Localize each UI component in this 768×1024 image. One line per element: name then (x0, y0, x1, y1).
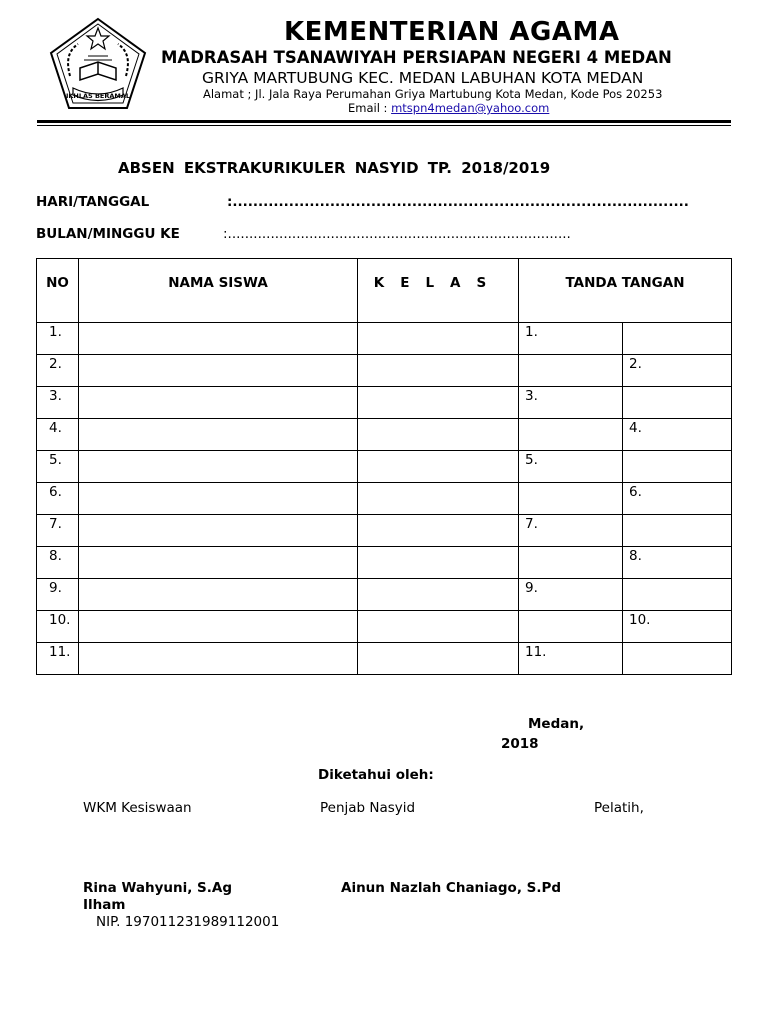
cell-kelas (358, 643, 519, 675)
cell-signature-left: 11. (519, 643, 623, 675)
row-number: 8. (37, 547, 79, 579)
cell-signature-right: 8. (623, 547, 732, 579)
known-by-label: Diketahui oleh: (318, 767, 434, 783)
year-label: 2018 (501, 736, 539, 752)
table-row (37, 547, 732, 579)
cell-nama-siswa (79, 611, 358, 643)
cell-kelas (358, 579, 519, 611)
signer-name-2: Ainun Nazlah Chaniago, S.Pd (341, 880, 562, 896)
cell-nama-siswa (79, 483, 358, 515)
row-number: 2. (37, 355, 79, 387)
row-number: 6. (37, 483, 79, 515)
cell-nama-siswa (79, 579, 358, 611)
cell-nama-siswa (79, 323, 358, 355)
cell-signature-left (519, 355, 623, 387)
cell-kelas (358, 451, 519, 483)
email-link[interactable]: mtspn4medan@yahoo.com (391, 101, 550, 115)
field-bulan-label: BULAN/MINGGU KE (36, 226, 180, 242)
header-rule (37, 120, 731, 123)
table-row (37, 643, 732, 675)
row-number: 9. (37, 579, 79, 611)
cell-kelas (358, 483, 519, 515)
cell-nama-siswa (79, 547, 358, 579)
cell-nama-siswa (79, 355, 358, 387)
school-name: MADRASAH TSANAWIYAH PERSIAPAN NEGERI 4 MEDAN (161, 48, 672, 67)
cell-nama-siswa (79, 515, 358, 547)
table-row (37, 579, 732, 611)
cell-signature-left (519, 419, 623, 451)
cell-nama-siswa (79, 643, 358, 675)
field-bulan-value: :................................................................................ (223, 226, 571, 242)
header-kelas: KELAS (358, 259, 519, 323)
role-penjab-nasyid: Penjab Nasyid (320, 800, 416, 816)
cell-signature-left: 3. (519, 387, 623, 419)
cell-nama-siswa (79, 451, 358, 483)
cell-signature-left: 9. (519, 579, 623, 611)
field-hari-label: HARI/TANGGAL (36, 194, 150, 210)
document-title: ABSEN EKSTRAKURIKULER NASYID TP. 2018/2019 (118, 159, 551, 177)
signer-nip-1: NIP. 197011231989112001 (96, 914, 280, 930)
row-number: 7. (37, 515, 79, 547)
cell-signature-right (623, 579, 732, 611)
table-row (37, 355, 732, 387)
ministry-title: KEMENTERIAN AGAMA (284, 17, 620, 47)
header-tanda-tangan: TANDA TANGAN (519, 259, 732, 323)
cell-signature-left: 1. (519, 323, 623, 355)
cell-signature-right: 4. (623, 419, 732, 451)
signer-name-1: Rina Wahyuni, S.Ag (83, 880, 233, 896)
table-row (37, 483, 732, 515)
cell-kelas (358, 547, 519, 579)
role-pelatih: Pelatih, (594, 800, 644, 816)
row-number: 11. (37, 643, 79, 675)
cell-signature-right (623, 643, 732, 675)
field-hari-value: :......................................................................................... (227, 194, 689, 210)
cell-signature-right: 2. (623, 355, 732, 387)
ministry-logo (48, 16, 148, 116)
row-number: 1. (37, 323, 79, 355)
cell-nama-siswa (79, 419, 358, 451)
attendance-table (36, 258, 732, 675)
header-rule-thin (37, 125, 731, 126)
place-label: Medan, (528, 716, 585, 732)
row-number: 4. (37, 419, 79, 451)
cell-nama-siswa (79, 387, 358, 419)
row-number: 5. (37, 451, 79, 483)
cell-signature-left (519, 547, 623, 579)
cell-signature-right (623, 387, 732, 419)
cell-signature-right (623, 323, 732, 355)
role-wkm-kesiswaan: WKM Kesiswaan (83, 800, 192, 816)
table-row (37, 419, 732, 451)
school-address: Alamat ; Jl. Jala Raya Perumahan Griya Martubung Kota Medan, Kode Pos 20253 (203, 87, 663, 101)
cell-kelas (358, 323, 519, 355)
table-row (37, 387, 732, 419)
table-header-row (37, 259, 732, 323)
cell-signature-right: 10. (623, 611, 732, 643)
cell-signature-left (519, 483, 623, 515)
cell-signature-left (519, 611, 623, 643)
email-label: Email : (348, 101, 388, 115)
row-number: 10. (37, 611, 79, 643)
email-line (348, 101, 549, 115)
signer-name-3: Ilham (83, 897, 126, 913)
cell-kelas (358, 355, 519, 387)
cell-signature-right (623, 515, 732, 547)
header-no: NO (37, 259, 79, 323)
school-area: GRIYA MARTUBUNG KEC. MEDAN LABUHAN KOTA MEDAN (202, 69, 644, 87)
table-row (37, 451, 732, 483)
cell-signature-left: 5. (519, 451, 623, 483)
cell-kelas (358, 419, 519, 451)
cell-signature-left: 7. (519, 515, 623, 547)
table-row (37, 515, 732, 547)
cell-signature-right (623, 451, 732, 483)
cell-signature-right: 6. (623, 483, 732, 515)
table-row (37, 323, 732, 355)
cell-kelas (358, 611, 519, 643)
header-nama-siswa: NAMA SISWA (79, 259, 358, 323)
row-number: 3. (37, 387, 79, 419)
table-row (37, 611, 732, 643)
logo-motto: IKHLAS BERAMAL (65, 92, 131, 100)
cell-kelas (358, 387, 519, 419)
cell-kelas (358, 515, 519, 547)
